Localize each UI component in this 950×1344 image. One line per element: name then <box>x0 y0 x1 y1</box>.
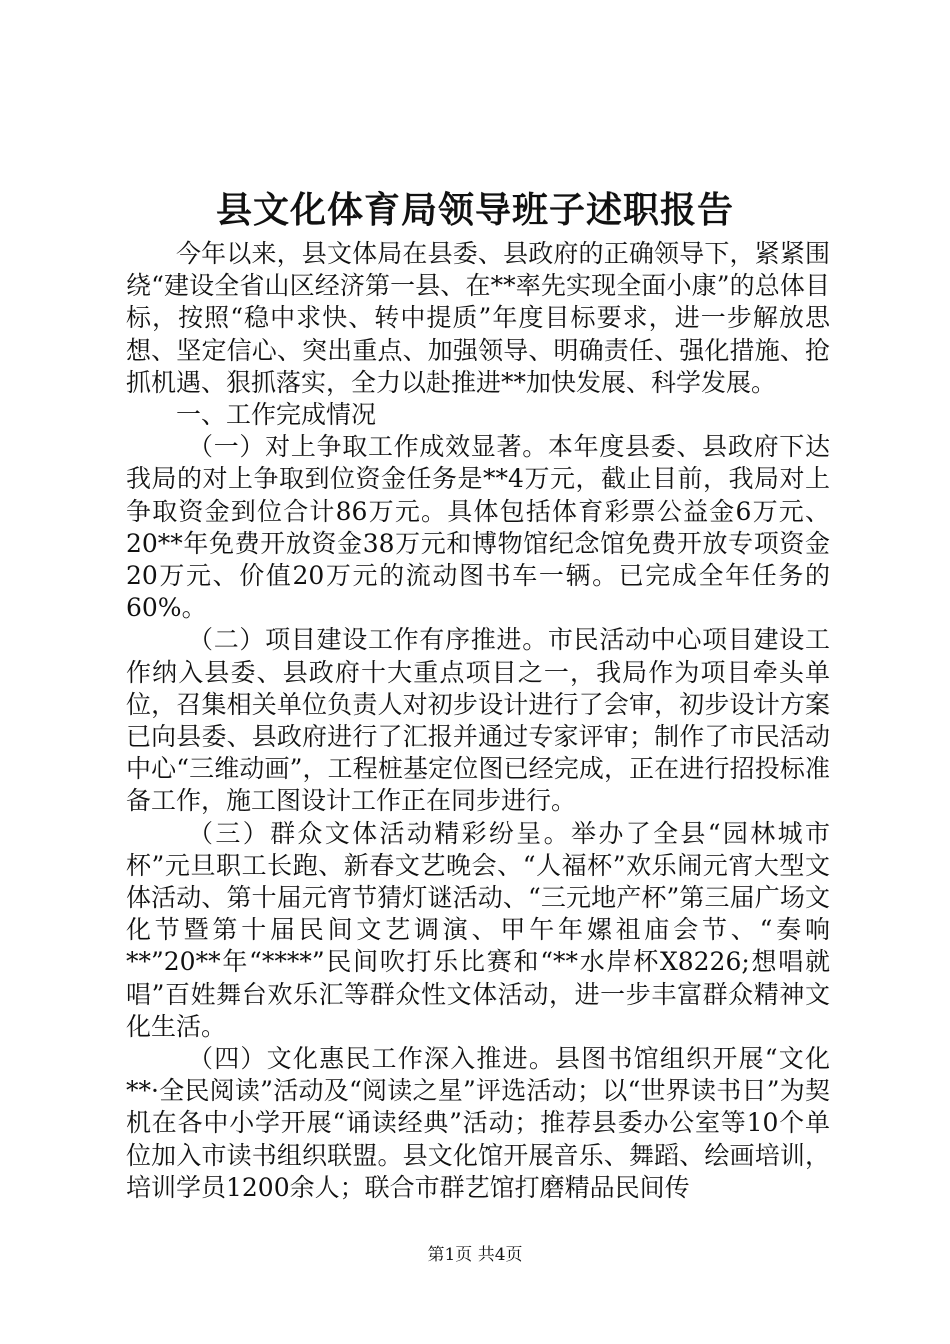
paragraph-item-4: （四）文化惠民工作深入推进。县图书馆组织开展“文化**·全民阅读”活动及“阅读之星”评选活动；以“世界读书日”为契机在各中小学开展“诵读经典”活动；推荐县委办公室等10个单位加入市读书组织联盟。县文化馆开展音乐、舞蹈、绘画培训，培训学员1200余人；联合市群艺馆打磨精品民间传 <box>126 1044 830 1202</box>
document-body <box>126 238 830 1204</box>
page-footer: 第1页 共4页 <box>427 1245 523 1265</box>
section-heading-work-status: 一、工作完成情况 <box>176 400 377 430</box>
paragraph-item-2: （二）项目建设工作有序推进。市民活动中心项目建设工作纳入县委、县政府十大重点项目之一，我局作为项目牵头单位，召集相关单位负责人对初步设计进行了会审，初步设计方案已向县委、县政府进行了汇报并通过专家评审；制作了市民活动中心“三维动画”，工程桩基定位图已经完成，正在进行招投标准备工作，施工图设计工作正在同步进行。 <box>126 625 830 816</box>
document-title: 县文化体育局领导班子述职报告 <box>215 189 734 231</box>
paragraph-item-3: （三）群众文体活动精彩纷呈。举办了全县“园林城市杯”元旦职工长跑、新春文艺晚会、“人福杯”欢乐闹元宵大型文体活动、第十届元宵节猜灯谜活动、“三元地产杯”第三届广场文化节暨第十届民间文艺调演、甲午年嫘祖庙会节、“奏响**”20**年“****”民间吹打乐比赛和“**水岸杯X8226;想唱就唱”百姓舞台欢乐汇等群众性文体活动，进一步丰富群众精神文化生活。 <box>126 818 830 1041</box>
paragraph-intro: 今年以来，县文体局在县委、县政府的正确领导下，紧紧围绕“建设全省山区经济第一县、在**率先实现全面小康”的总体目标，按照“稳中求快、转中提质”年度目标要求，进一步解放思想、坚定信心、突出重点、加强领导、明确责任、强化措施、抢抓机遇、狠抓落实，全力以赴推进**加快发展、科学发展。 <box>126 239 830 397</box>
paragraph-item-1: （一）对上争取工作成效显著。本年度县委、县政府下达我局的对上争取到位资金任务是**4万元，截止目前，我局对上争取资金到位合计86万元。具体包括体育彩票公益金6万元、20**年免费开放资金38万元和博物馆纪念馆免费开放专项资金20万元、价值20万元的流动图书车一辆。已完成全年任务的60%。 <box>126 432 830 623</box>
